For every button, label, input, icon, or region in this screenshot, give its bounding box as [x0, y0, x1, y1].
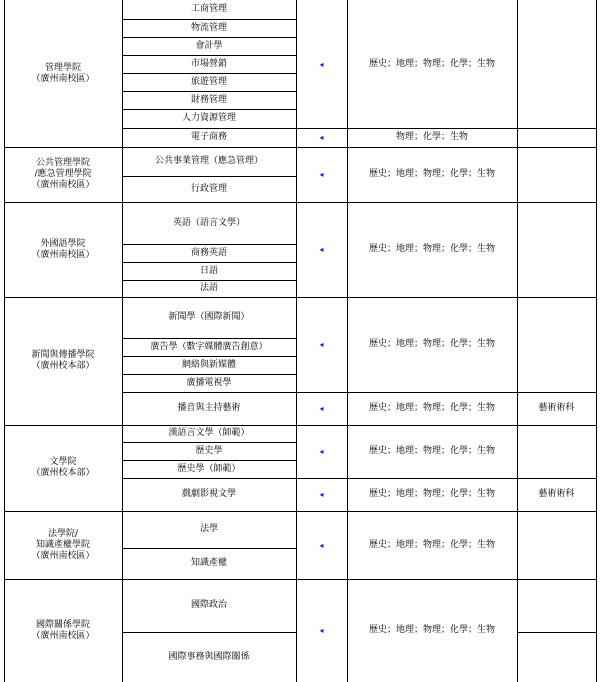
subject-requirements: 歷史；地理；物理；化學；生物: [368, 403, 495, 413]
major-name: 歷史學: [195, 445, 223, 456]
note-text: 藝術術科: [538, 403, 575, 413]
arrow-left-icon: ◂: [319, 540, 324, 550]
arrow-left-icon: ◂: [319, 626, 324, 635]
arrow-left-icon: ◂: [319, 170, 324, 179]
major-name: 公共事業管理（應急管理）: [154, 156, 263, 166]
major-name: 財務管理: [190, 94, 227, 105]
major-name: 工商管理: [190, 4, 227, 14]
arrow-left-icon: ◂: [319, 245, 324, 254]
major-name: 會計學: [195, 40, 223, 51]
college-name: 國際關係學院 （廣州南校區）: [31, 619, 95, 641]
subject-requirements: 歷史；地理；物理；化學；生物: [368, 169, 495, 179]
subject-requirements: 歷史；地理；物理；化學；生物: [368, 58, 495, 69]
major-name: 商務英語: [190, 247, 227, 258]
subject-requirements: 歷史；地理；物理；化學；生物: [368, 625, 495, 635]
note-divider: [517, 632, 596, 633]
major-name: 國際政治: [190, 600, 227, 610]
arrow-left-icon: ◂: [319, 340, 324, 349]
major-name: 播音與主持藝術: [177, 403, 241, 413]
subject-requirements: 歷史；地理；物理；化學；生物: [368, 244, 495, 254]
major-name: 歷史學（師範）: [177, 463, 241, 474]
major-name: 英語（語言文學）: [172, 217, 245, 228]
arrow-left-icon: ◂: [319, 404, 324, 413]
major-name: 電子商務: [190, 132, 227, 142]
major-name: 廣告學（數字媒體廣告創意）: [150, 341, 268, 352]
major-name: 人力資源管理: [181, 113, 236, 123]
major-name: 法學: [199, 524, 218, 534]
major-name: 知識產權: [190, 558, 227, 568]
major-name: 戲劇影視文學: [181, 489, 236, 499]
college-name: 公共管理學院 /應急管理學院 （廣州南校區）: [31, 158, 95, 190]
college-name: 法學院/ 知識產權學院 （廣州南校區）: [31, 528, 95, 561]
table-border-right: [596, 0, 597, 682]
arrow-left-icon: ◂: [319, 447, 324, 456]
major-name: 旅遊管理: [190, 76, 227, 87]
note-text: 藝術術科: [538, 489, 575, 499]
subject-requirements: 歷史；地理；物理；化學；生物: [368, 489, 495, 499]
major-name: 物流管理: [190, 22, 227, 33]
major-name: 日語: [199, 265, 218, 276]
college-name: 新聞與傳播學院 （廣州校本部）: [31, 350, 95, 371]
college-name: 管理學院 （廣州南校區）: [31, 62, 95, 84]
major-name: 法語: [199, 283, 218, 293]
arrow-left-icon: ◂: [319, 490, 324, 499]
arrow-left-icon: ◂: [319, 133, 324, 142]
major-name: 廣播電視學: [186, 377, 232, 388]
subject-requirements: 物理；化學；生物: [395, 132, 468, 142]
subject-requirements: 歷史；地理；物理；化學；生物: [368, 339, 495, 349]
major-name: 國際事務與國際關係: [168, 651, 250, 662]
major-name: 網絡與新媒體: [181, 359, 236, 370]
major-name: 市場營銷: [190, 58, 227, 69]
college-name: 文學院 （廣州校本部）: [31, 457, 95, 478]
arrow-left-icon: ◂: [319, 59, 324, 69]
major-name: 行政管理: [190, 183, 227, 194]
major-name: 漢語言文學（師範）: [168, 428, 250, 438]
major-name: 新聞學（國際新聞）: [168, 312, 250, 322]
college-name: 外國語學院 （廣州南校區）: [31, 238, 95, 260]
subject-requirements: 歷史；地理；物理；化學；生物: [368, 539, 495, 550]
subject-requirements: 歷史；地理；物理；化學；生物: [368, 446, 495, 456]
